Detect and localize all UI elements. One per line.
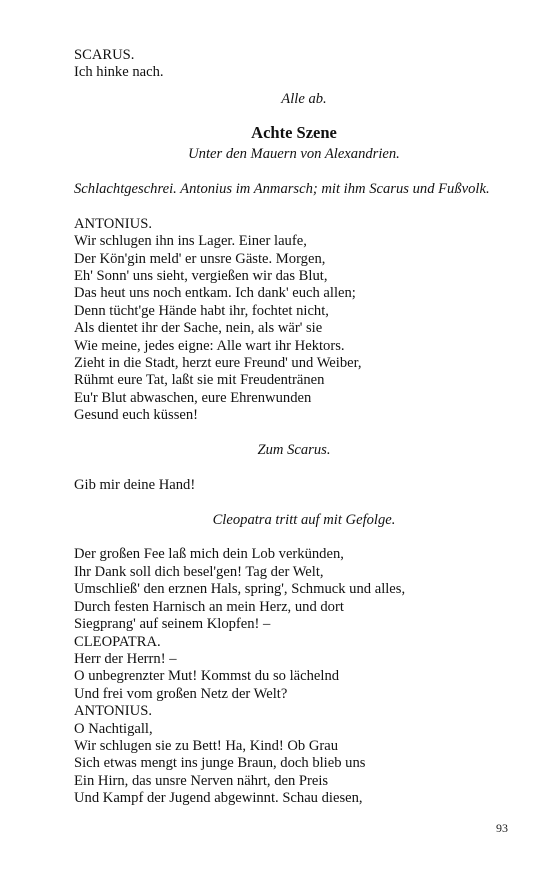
verse-line: Der Kön'gin meld' er unsre Gäste. Morgen, bbox=[74, 250, 326, 267]
verse-line: Wie meine, jedes eigne: Alle wart ihr Hektors. bbox=[74, 337, 345, 354]
stage-direction-exit: Alle ab. bbox=[281, 90, 327, 107]
verse-line: Eh' Sonn' uns sieht, vergießen wir das Blut, bbox=[74, 268, 328, 285]
speech-antonius-2 bbox=[74, 546, 514, 633]
verse-line: Und frei vom großen Netz der Welt? bbox=[74, 685, 288, 702]
verse-line: O Nachtigall, bbox=[74, 720, 153, 737]
verse-line: Rühmt eure Tat, laßt sie mit Freudentränen bbox=[74, 372, 325, 389]
stage-direction-battle: Schlachtgeschrei. Antonius im Anmarsch; mit ihm Scarus und Fußvolk. bbox=[74, 181, 490, 198]
speaker-antonius: ANTONIUS. bbox=[74, 215, 152, 232]
speaker-scarus: SCARUS. bbox=[74, 47, 135, 63]
page-number: 93 bbox=[496, 821, 508, 835]
speaker-cleopatra: CLEOPATRA. bbox=[74, 633, 161, 650]
verse-line: Wir schlugen ihn ins Lager. Einer laufe, bbox=[74, 233, 307, 250]
verse-line: Gesund euch küssen! bbox=[74, 407, 199, 424]
verse-line: Siegprang' auf seinem Klopfen! – bbox=[74, 616, 271, 633]
verse-line: Wir schlugen sie zu Bett! Ha, Kind! Ob Grau bbox=[74, 737, 339, 754]
page-body bbox=[74, 47, 514, 808]
verse-line: Und Kampf der Jugend abgewinnt. Schau diesen, bbox=[74, 790, 363, 807]
speech-cleopatra bbox=[74, 651, 514, 703]
verse-line-hand: Gib mir deine Hand! bbox=[74, 476, 196, 493]
speaker-antonius: ANTONIUS. bbox=[74, 703, 152, 720]
verse-line: Das heut uns noch entkam. Ich dank' euch allen; bbox=[74, 285, 356, 302]
verse-line: Ein Hirn, das unsre Nerven nährt, den Preis bbox=[74, 772, 329, 789]
verse-line: Umschließ' den erznen Hals, spring', Schmuck und alles, bbox=[74, 581, 406, 598]
scene-location: Unter den Mauern von Alexandrien. bbox=[188, 146, 400, 163]
stage-direction-cleopatra: Cleopatra tritt auf mit Gefolge. bbox=[212, 511, 396, 528]
verse-line: Herr der Herrn! – bbox=[74, 650, 177, 667]
verse-line: O unbegrenzter Mut! Kommst du so lächelnd bbox=[74, 668, 340, 685]
speech-antonius-3 bbox=[74, 721, 514, 808]
verse-line: Denn tücht'ge Hände habt ihr, fochtet nicht, bbox=[74, 302, 329, 319]
verse-line: Durch festen Harnisch an mein Herz, und dort bbox=[74, 598, 344, 615]
verse-line: Ihr Dank soll dich besel'gen! Tag der Welt, bbox=[74, 563, 324, 580]
verse-line: Eu'r Blut abwaschen, eure Ehrenwunden bbox=[74, 389, 312, 406]
verse-line: Zieht in die Stadt, herzt eure Freund' und Weiber, bbox=[74, 355, 362, 372]
verse-line: Ich hinke nach. bbox=[74, 64, 164, 81]
speech-antonius-1 bbox=[74, 233, 514, 424]
stage-direction-to-scarus: Zum Scarus. bbox=[257, 442, 331, 459]
verse-line: Als dientet ihr der Sache, nein, als wär' sie bbox=[74, 320, 323, 337]
verse-line: Der großen Fee laß mich dein Lob verkünden, bbox=[74, 546, 344, 563]
verse-line: Sich etwas mengt ins junge Braun, doch blieb uns bbox=[74, 755, 366, 772]
scene-title: Achte Szene bbox=[251, 123, 337, 143]
